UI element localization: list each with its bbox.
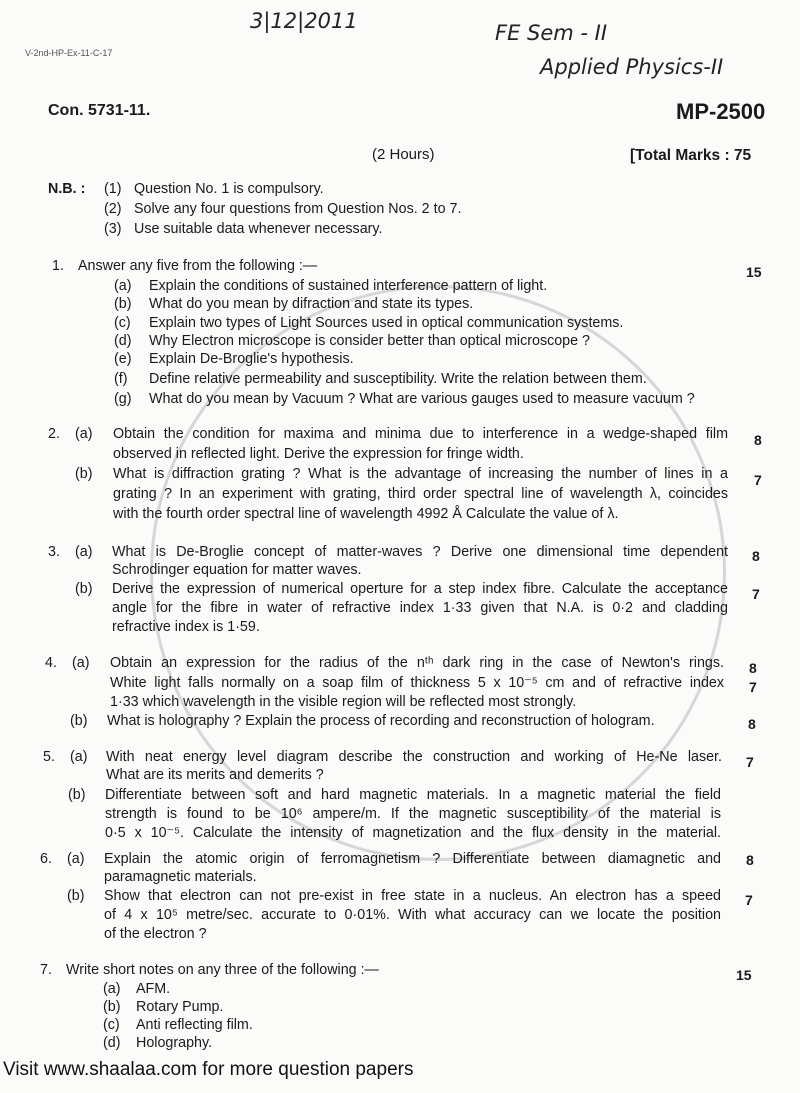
sub-text: Explain the atomic origin of ferromagnetism ? Differentiate between diamagnetic and — [104, 851, 721, 867]
paper-code-small: V-2nd-HP-Ex-11-C-17 — [25, 48, 113, 58]
sub-text: Differentiate between soft and hard magnetic materials. In a magnetic material the field — [105, 787, 721, 803]
sub-label: (d) — [103, 1035, 121, 1051]
sub-text: What do you mean by Vacuum ? What are various gauges used to measure vacuum ? — [149, 391, 695, 407]
sub-text: Schrodinger equation for matter waves. — [112, 562, 362, 578]
sub-label: (b) — [70, 713, 88, 729]
sub-text: Explain two types of Light Sources used in optical communication systems. — [149, 315, 624, 331]
question-number: 2. — [48, 426, 60, 442]
footer-link[interactable]: Visit www.shaalaa.com for more question papers — [3, 1059, 414, 1080]
question-text: Answer any five from the following :— — [78, 258, 318, 274]
sub-text: White light falls normally on a soap film of thickness 5 x 10⁻⁵ cm and of refractive index — [110, 675, 724, 691]
sub-text: What are its merits and demerits ? — [106, 767, 324, 783]
sub-text: Define relative permeability and susceptibility. Write the relation between them. — [149, 371, 647, 387]
sub-label: (b) — [68, 787, 86, 803]
marks: 8 — [752, 548, 760, 564]
sub-text: What is diffraction grating ? What is the advantage of increasing the number of lines in a — [113, 466, 728, 482]
sub-text: With neat energy level diagram describe the construction and working of He-Ne laser. — [106, 749, 722, 765]
nb-num: (2) — [104, 201, 122, 217]
question-number: 6. — [40, 851, 52, 867]
sub-label: (a) — [114, 278, 132, 294]
marks: 8 — [754, 432, 762, 448]
sub-text: angle for the fibre in water of refractive index 1·33 given that N.A. is 0·2 and cladding — [112, 600, 728, 616]
sub-text: Explain De-Broglie's hypothesis. — [149, 351, 354, 367]
sub-text: of the electron ? — [104, 926, 207, 942]
question-number: 4. — [45, 655, 57, 671]
sub-text: AFM. — [136, 981, 171, 997]
sub-label: (b) — [75, 466, 93, 482]
sub-text: strength is found to be 10⁶ ampere/m. If the magnetic susceptibility of the material is — [105, 806, 721, 822]
sub-text: What do you mean by difraction and state its types. — [149, 296, 474, 312]
sub-text: What is holography ? Explain the process of recording and reconstruction of hologram. — [107, 713, 655, 729]
question-number: 7. — [40, 962, 52, 978]
marks: 7 — [754, 472, 762, 488]
sub-label: (a) — [75, 426, 93, 442]
nb-text: Question No. 1 is compulsory. — [134, 181, 324, 197]
sub-label: (a) — [72, 655, 90, 671]
sub-text: What is De-Broglie concept of matter-waves ? Derive one dimensional time dependent — [112, 544, 728, 560]
marks: 15 — [746, 264, 762, 280]
sub-text: Holography. — [136, 1035, 213, 1051]
duration: (2 Hours) — [372, 146, 435, 163]
question-number: 3. — [48, 544, 60, 560]
sub-text: Explain the conditions of sustained interference pattern of light. — [149, 278, 548, 294]
marks: 8 — [749, 660, 757, 676]
marks: 8 — [748, 716, 756, 732]
sub-text: grating ? In an experiment with grating, third order spectral line of wavelength λ, coincides — [113, 486, 728, 502]
handwritten-subject: Applied Physics-II — [540, 55, 724, 79]
nb-label: N.B. : — [48, 181, 86, 197]
sub-text: Show that electron can not pre-exist in free state in a nucleus. An electron has a speed — [104, 888, 721, 904]
sub-text: observed in reflected light. Derive the expression for fringe width. — [113, 446, 524, 462]
nb-text: Use suitable data whenever necessary. — [134, 221, 383, 237]
sub-label: (b) — [75, 581, 93, 597]
sub-text: of 4 x 10⁵ metre/sec. accurate to 0·01%. With what accuracy can we locate the position — [104, 907, 721, 923]
marks: 8 — [746, 852, 754, 868]
question-number: 5. — [43, 749, 55, 765]
sub-label: (f) — [114, 371, 128, 387]
sub-text: 1·33 which wavelength in the visible region will be reflected most strongly. — [110, 694, 577, 710]
marks: 15 — [736, 967, 752, 983]
sub-label: (c) — [114, 315, 131, 331]
sub-text: refractive index is 1·59. — [112, 619, 260, 635]
sub-label: (g) — [114, 391, 132, 407]
question-text: Write short notes on any three of the following :— — [66, 962, 379, 978]
sub-text: Why Electron microscope is consider better than optical microscope ? — [149, 333, 591, 349]
sub-text: Rotary Pump. — [136, 999, 224, 1015]
marks: 7 — [746, 754, 754, 770]
sub-label: (e) — [114, 351, 132, 367]
nb-num: (1) — [104, 181, 122, 197]
question-number: 1. — [52, 258, 64, 274]
sub-label: (a) — [67, 851, 85, 867]
handwritten-course: FE Sem - II — [495, 21, 608, 45]
sub-text: Obtain an expression for the radius of the nᵗʰ dark ring in the case of Newton's rings. — [110, 655, 724, 671]
sub-label: (a) — [70, 749, 88, 765]
marks: 7 — [752, 586, 760, 602]
sub-text: 0·5 x 10⁻⁵. Calculate the intensity of magnetization and the flux density in the material. — [105, 825, 721, 841]
sub-text: Derive the expression of numerical operture for a step index fibre. Calculate the acceptance — [112, 581, 728, 597]
sub-text: Anti reflecting film. — [136, 1017, 253, 1033]
handwritten-date: 3|12|2011 — [250, 9, 358, 33]
sub-label: (a) — [75, 544, 93, 560]
sub-text: paramagnetic materials. — [104, 869, 257, 885]
sub-label: (d) — [114, 333, 132, 349]
sub-label: (b) — [103, 999, 121, 1015]
total-marks: [Total Marks : 75 — [630, 147, 752, 164]
nb-text: Solve any four questions from Question Nos. 2 to 7. — [134, 201, 462, 217]
sub-label: (b) — [67, 888, 85, 904]
marks: 7 — [749, 679, 757, 695]
sub-label: (c) — [103, 1017, 120, 1033]
sub-label: (a) — [103, 981, 121, 997]
paper-code: MP-2500 — [676, 99, 766, 124]
sub-text: with the fourth order spectral line of wavelength 4992 Å Calculate the value of λ. — [113, 506, 619, 522]
marks: 7 — [745, 892, 753, 908]
sub-text: Obtain the condition for maxima and minima due to interference in a wedge-shaped film — [113, 426, 728, 442]
con-number: Con. 5731-11. — [48, 102, 151, 119]
sub-label: (b) — [114, 296, 132, 312]
nb-num: (3) — [104, 221, 122, 237]
